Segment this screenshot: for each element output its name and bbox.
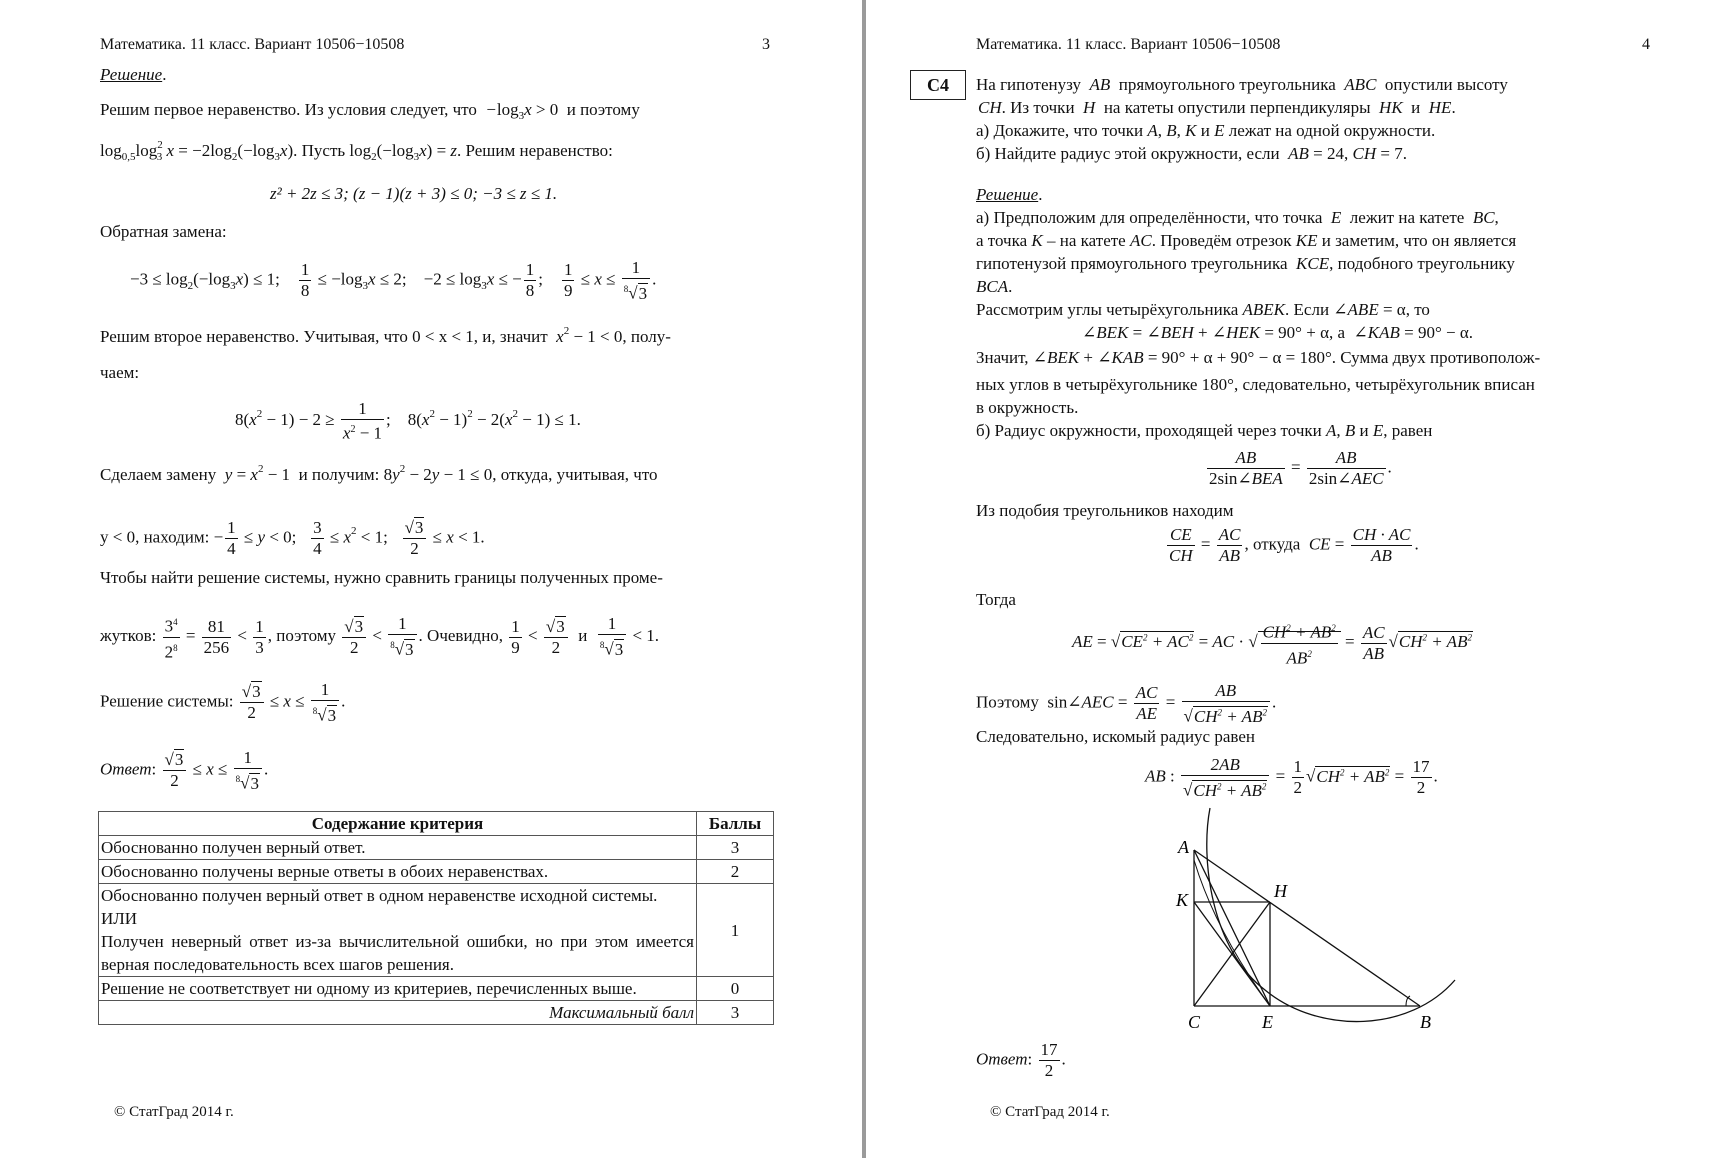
paragraph-y-result: y < 0, находим: − $\frac{1}{4}$ ≤ y < 0; $\frac{3}{4}$ ≤ $x^2 < 1$; $\frac{√3}{2}$ ≤ x < 1. [100, 518, 485, 558]
table-row-max [99, 1001, 774, 1025]
criterion-points: 1 [697, 884, 774, 977]
criterion-points: 2 [697, 860, 774, 884]
hence-text: Следовательно, искомый радиус равен [976, 727, 1255, 746]
criterion-points: 0 [697, 977, 774, 1001]
formula-result: AB : $\frac{2AB}{√CH^2 + AB^2}$ = $\frac{1}{2}$ $√CH^2 + AB^2$ = $\frac{17}{2}$ . [1145, 755, 1438, 800]
paragraph-first-inequality: Решим первое неравенство. Из условия следует, что $-\log_3x > 0$ и поэтому [100, 100, 640, 122]
label-k: K [1176, 890, 1189, 910]
equation-z: z² + 2z ≤ 3; (z − 1)(z + 3) ≤ 0; −3 ≤ z ≤ 1. [270, 184, 558, 203]
criterion-points: 3 [697, 836, 774, 860]
criterion-text-part2: Получен неверный ответ из-за вычислительной ошибки, но при этом имеется верная последовательность всех шагов решения. [101, 932, 694, 974]
task-part-b: б) Найдите радиус этой окружности, если AB = 24, CH = 7. [976, 144, 1407, 163]
similar-text: Из подобия треугольников находим [976, 501, 1234, 520]
footer-right: © СтатГрад 2014 г. [990, 1104, 1110, 1120]
paragraph-system-solution: Решение системы: $\frac{√3}{2}$ ≤ x ≤ $\frac{1}{^8√3}$ . [100, 680, 346, 725]
table-row [99, 977, 774, 1001]
hypotenuse-ab [1194, 850, 1420, 1006]
criterion-text: Обоснованно получены верные ответы в обоих неравенствах. [99, 860, 697, 884]
sol-a-line4: BCA. [976, 277, 1013, 296]
criterion-text: Обоснованно получен верный ответ. [99, 836, 697, 860]
paragraph-compare-formulas: жутков: $\frac{3^4}{2^8}$ = $\frac{81}{256}$ < $\frac{1}{3}$ , поэтому $\frac{√3}{2}$ < $\frac{1}{^8√3}$ . Очевидно, $\frac{1}{9}$ < $\frac{√3}{2}$ и $\frac{1}{^8√3}$ < 1. [100, 612, 659, 662]
sol-b-line1: б) Радиус окружности, проходящей через точки A, B и E, равен [976, 421, 1433, 440]
answer-left: Ответ: $\frac{√3}{2}$ ≤ x ≤ $\frac{1}{^8√3}$ . [100, 748, 269, 793]
formula-sin: Поэтому sin∠AEC = $\frac{AC}{AE}$ = $\frac{AB}{√CH^2 + AB^2}$ . [976, 681, 1277, 726]
paragraph-y-substitution: Сделаем замену $y = x^2 - 1$ и получим: $8y^2 - 2y - 1 \le 0$, откуда, учитывая, что [100, 463, 658, 484]
criterion-text [99, 884, 697, 977]
paragraph-we-get: чаем: [100, 363, 140, 382]
label-a: A [1178, 837, 1189, 857]
sol-a-line1: а) Предположим для определённости, что точка E лежит на катете BC, [976, 208, 1499, 227]
sol-angles-eq: ∠BEK = ∠BEH + ∠HEK = 90° + α, а ∠KAB = 90° − α. [1082, 323, 1474, 342]
criterion-text-or: ИЛИ [101, 909, 138, 928]
sol-sum-line1: Значит, ∠BEK + ∠KAB = 90° + α + 90° − α = 180°. Сумма двух противополож- [976, 348, 1541, 367]
label-h: H [1274, 881, 1287, 901]
paragraph-compare: Чтобы найти решение системы, нужно сравнить границы полученных проме- [100, 568, 663, 587]
max-score-points: 3 [697, 1001, 774, 1025]
criterion-text: Решение не соответствует ни одному из критериев, перечисленных выше. [99, 977, 697, 1001]
equation-log-chain: $-3 \le \log_2(-\log_3x) \le 1$; $\frac{1}{8}$ ≤ $-\log_3x \le 2$; $-2 \le \log_3x$ ≤ − $\frac{1}{8}$ ; $\frac{1}{9}$ ≤ x ≤ $\frac{1}{^8√3}$ . [130, 258, 657, 303]
reverse-substitution: Обратная замена: [100, 222, 227, 241]
sol-a-line2: а точка K – на катете AC. Проведём отрезок KE и заметим, что он является [976, 231, 1517, 250]
page-3 [0, 0, 860, 1158]
task-part-a: а) Докажите, что точки A, B, K и E лежат на одной окружности. [976, 121, 1436, 140]
page-number: 4 [1642, 36, 1650, 53]
header-title: Математика. 11 класс. Вариант 10506−10508 [100, 36, 405, 53]
page-number: 3 [762, 36, 770, 53]
task-code-box: С4 [910, 70, 966, 100]
criterion-text-part1: Обоснованно получен верный ответ в одном неравенстве исходной системы. [101, 886, 658, 905]
header-title: Математика. 11 класс. Вариант 10506−10508 [976, 36, 1281, 53]
solution-heading: Решение. [100, 65, 167, 84]
formula-ce: $\frac{CE}{CH}$ = $\frac{AC}{AB}$ , откуда CE = $\frac{CH \cdot AC}{AB}$ . [1169, 525, 1419, 565]
criteria-header: Содержание критерия [99, 812, 697, 836]
table-row [99, 884, 774, 977]
criteria-header-row [99, 812, 774, 836]
task-line-2: CH. Из точки H на катеты опустили перпендикуляры HK и HE. [978, 98, 1456, 117]
formula-radius: $\frac{AB}{\text{2sin∠BEA}}$ = $\frac{AB}{\text{2sin∠AEC}}$ . [1209, 448, 1392, 488]
equation-second: $8(x^2 - 1) - 2$ ≥ $\frac{1}{x^2 - 1}$ ; $8(x^2 - 1)^2 - 2(x^2 - 1) \le 1$. [235, 399, 581, 443]
solution-heading-right: Решение. [976, 185, 1043, 204]
sol-sum-line3: в окружность. [976, 398, 1079, 417]
table-row [99, 836, 774, 860]
points-header: Баллы [697, 812, 774, 836]
footer-left: © СтатГрад 2014 г. [114, 1104, 234, 1120]
task-line-1: На гипотенузу AB прямоугольного треугольника ABC опустили высоту [976, 75, 1508, 94]
sol-angles: Рассмотрим углы четырёхугольника ABEK. Если ∠ABE = α, то [976, 300, 1430, 319]
formula-ae: AE = $√CE^2 + AC^2$ = AC · √ $\frac{CH^2 + AB^2}{AB^2}$ = $\frac{AC}{AB}$ $√CH^2 + AB^2$ [1072, 618, 1473, 668]
circle-arc [1207, 808, 1455, 1022]
criteria-table [98, 811, 774, 1025]
label-b: B [1420, 1012, 1431, 1032]
table-row [99, 860, 774, 884]
sol-sum-line2: ных углов в четырёхугольнике 180°, следовательно, четырёхугольник вписан [976, 375, 1535, 394]
paragraph-substitution: $\log_{0,5}\log^2_3$ $x = -2\log_2(-\log_3x)$. Пусть $\log_2(-\log_3x) = z$. Решим неравенство: [100, 139, 613, 163]
sol-a-line3: гипотенузой прямоугольного треугольника KCE, подобного треугольнику [976, 254, 1515, 273]
label-e: E [1262, 1012, 1273, 1032]
answer-right: Ответ: $\frac{17}{2}$ . [976, 1040, 1066, 1080]
paragraph-second-inequality: Решим второе неравенство. Учитывая, что 0 < x < 1, и, значит $x^2 - 1 < 0$, полу- [100, 325, 671, 346]
geometry-figure [1170, 800, 1470, 1040]
segment-ae [1194, 850, 1270, 1006]
label-c: C [1188, 1012, 1201, 1032]
max-score-label: Максимальный балл [99, 1001, 697, 1025]
then-text: Тогда [976, 590, 1016, 609]
